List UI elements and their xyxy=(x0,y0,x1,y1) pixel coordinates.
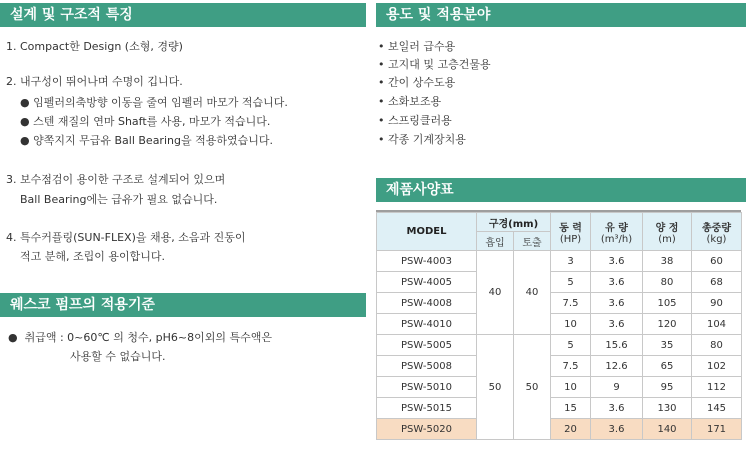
usage-item-text: 보일러 급수용 xyxy=(388,40,456,53)
design-item-2: 2. 내구성이 뛰어나며 수명이 깁니다. xyxy=(6,75,183,88)
cell-weight: 112 xyxy=(692,377,742,398)
cell-weight: 145 xyxy=(692,398,742,419)
usage-item: • 보일러 급수용 xyxy=(378,40,456,53)
header-suction: 흡입 xyxy=(477,232,514,251)
cell-power: 5 xyxy=(551,335,591,356)
cell-weight: 90 xyxy=(692,293,742,314)
cell-model: PSW-5015 xyxy=(377,398,477,419)
table-row xyxy=(377,335,742,356)
cell-power: 10 xyxy=(551,314,591,335)
table-row xyxy=(377,356,742,377)
design-item-3-line-2: Ball Bearing에는 급유가 필요 없습니다. xyxy=(20,193,218,206)
cell-flow: 3.6 xyxy=(591,314,643,335)
table-row xyxy=(377,251,742,272)
header-power-label: 동 력 xyxy=(559,222,582,234)
cell-head: 130 xyxy=(643,398,692,419)
usage-item-text: 간이 상수도용 xyxy=(388,76,456,89)
cell-model: PSW-5010 xyxy=(377,377,477,398)
cell-head: 140 xyxy=(643,419,692,440)
cell-weight: 102 xyxy=(692,356,742,377)
cell-head: 120 xyxy=(643,314,692,335)
design-item-2-bullet-2: ● 스텐 재질의 연마 Shaft를 사용, 마모가 적습니다. xyxy=(20,115,271,128)
header-head-unit: (m) xyxy=(658,233,676,245)
cell-power: 5 xyxy=(551,272,591,293)
cell-discharge: 50 xyxy=(514,335,551,440)
table-row xyxy=(377,398,742,419)
cell-power: 7.5 xyxy=(551,293,591,314)
standard-line-1: ● 취급액 : 0~60℃ 의 청수, pH6~8이외의 특수액은 xyxy=(8,331,272,344)
cell-power: 10 xyxy=(551,377,591,398)
cell-flow: 9 xyxy=(591,377,643,398)
spec-table xyxy=(376,212,742,440)
cell-suction: 40 xyxy=(477,251,514,335)
design-item-4-line-1: 4. 특수커플링(SUN-FLEX)을 채용, 소음과 진동이 xyxy=(6,231,246,244)
design-section-header: 설계 및 구조적 특징 xyxy=(0,3,366,27)
cell-flow: 3.6 xyxy=(591,272,643,293)
bullet-text: 스텐 재질의 연마 Shaft를 사용, 마모가 적습니다. xyxy=(33,115,271,128)
cell-model: PSW-4003 xyxy=(377,251,477,272)
usage-item: • 각종 기계장치용 xyxy=(378,133,466,146)
header-flow-unit: (m³/h) xyxy=(600,233,633,245)
usage-item-text: 스프링클러용 xyxy=(388,114,452,127)
usage-item: • 소화보조용 xyxy=(378,95,442,108)
header-weight-label: 총중량 xyxy=(702,222,731,234)
usage-item-text: 소화보조용 xyxy=(388,95,442,108)
standard-line-2: 사용할 수 없습니다. xyxy=(70,350,166,363)
cell-flow: 15.6 xyxy=(591,335,643,356)
cell-head: 35 xyxy=(643,335,692,356)
cell-power: 3 xyxy=(551,251,591,272)
cell-model: PSW-5020 xyxy=(377,419,477,440)
header-power xyxy=(551,213,591,251)
design-item-3-line-1: 3. 보수점검이 용이한 구조로 설계되어 있으며 xyxy=(6,173,226,186)
cell-head: 95 xyxy=(643,377,692,398)
table-row xyxy=(377,377,742,398)
usage-item: • 고지대 및 고층건물용 xyxy=(378,58,491,71)
header-head xyxy=(643,213,692,251)
cell-head: 105 xyxy=(643,293,692,314)
header-weight xyxy=(692,213,742,251)
header-power-unit: (HP) xyxy=(559,233,582,245)
cell-suction: 50 xyxy=(477,335,514,440)
cell-power: 7.5 xyxy=(551,356,591,377)
cell-weight: 104 xyxy=(692,314,742,335)
usage-item: • 간이 상수도용 xyxy=(378,76,456,89)
standard-text: 취급액 : 0~60℃ 의 청수, pH6~8이외의 특수액은 xyxy=(24,331,272,344)
cell-flow: 3.6 xyxy=(591,251,643,272)
cell-flow: 3.6 xyxy=(591,398,643,419)
cell-model: PSW-4005 xyxy=(377,272,477,293)
standard-section-header: 웨스코 펌프의 적용기준 xyxy=(0,293,366,317)
cell-model: PSW-4008 xyxy=(377,293,477,314)
bullet-text: 임펠러의축방향 이동을 줄여 임펠러 마모가 적습니다. xyxy=(33,96,288,109)
cell-weight: 80 xyxy=(692,335,742,356)
table-row-highlighted xyxy=(377,419,742,440)
cell-weight: 171 xyxy=(692,419,742,440)
header-discharge: 토출 xyxy=(514,232,551,251)
cell-flow: 3.6 xyxy=(591,293,643,314)
cell-discharge: 40 xyxy=(514,251,551,335)
cell-model: PSW-4010 xyxy=(377,314,477,335)
usage-item: • 스프링클러용 xyxy=(378,114,452,127)
usage-item-text: 고지대 및 고층건물용 xyxy=(388,58,491,71)
design-item-2-bullet-3: ● 양쪽지지 무급유 Ball Bearing을 적용하였습니다. xyxy=(20,134,273,147)
cell-flow: 12.6 xyxy=(591,356,643,377)
header-bore: 구경(mm) xyxy=(477,213,551,232)
cell-weight: 68 xyxy=(692,272,742,293)
header-flow xyxy=(591,213,643,251)
cell-head: 65 xyxy=(643,356,692,377)
cell-head: 38 xyxy=(643,251,692,272)
usage-item-text: 각종 기계장치용 xyxy=(388,133,466,146)
cell-head: 80 xyxy=(643,272,692,293)
cell-power: 15 xyxy=(551,398,591,419)
header-model: MODEL xyxy=(377,213,477,251)
cell-model: PSW-5008 xyxy=(377,356,477,377)
usage-section-header: 용도 및 적용분야 xyxy=(376,3,746,27)
design-item-2-bullet-1: ● 임펠러의축방향 이동을 줄여 임펠러 마모가 적습니다. xyxy=(20,96,288,109)
cell-power: 20 xyxy=(551,419,591,440)
table-row xyxy=(377,314,742,335)
cell-model: PSW-5005 xyxy=(377,335,477,356)
table-row xyxy=(377,293,742,314)
table-row xyxy=(377,272,742,293)
cell-weight: 60 xyxy=(692,251,742,272)
design-item-1: 1. Compact한 Design (소형, 경량) xyxy=(6,40,183,53)
cell-flow: 3.6 xyxy=(591,419,643,440)
header-head-label: 양 정 xyxy=(655,222,679,234)
spec-section-header: 제품사양표 xyxy=(376,178,746,202)
header-weight-unit: (kg) xyxy=(706,233,727,245)
design-item-4-line-2: 적고 분해, 조립이 용이합니다. xyxy=(20,250,165,263)
bullet-text: 양쪽지지 무급유 Ball Bearing을 적용하였습니다. xyxy=(33,134,273,147)
header-flow-label: 유 량 xyxy=(605,222,628,234)
